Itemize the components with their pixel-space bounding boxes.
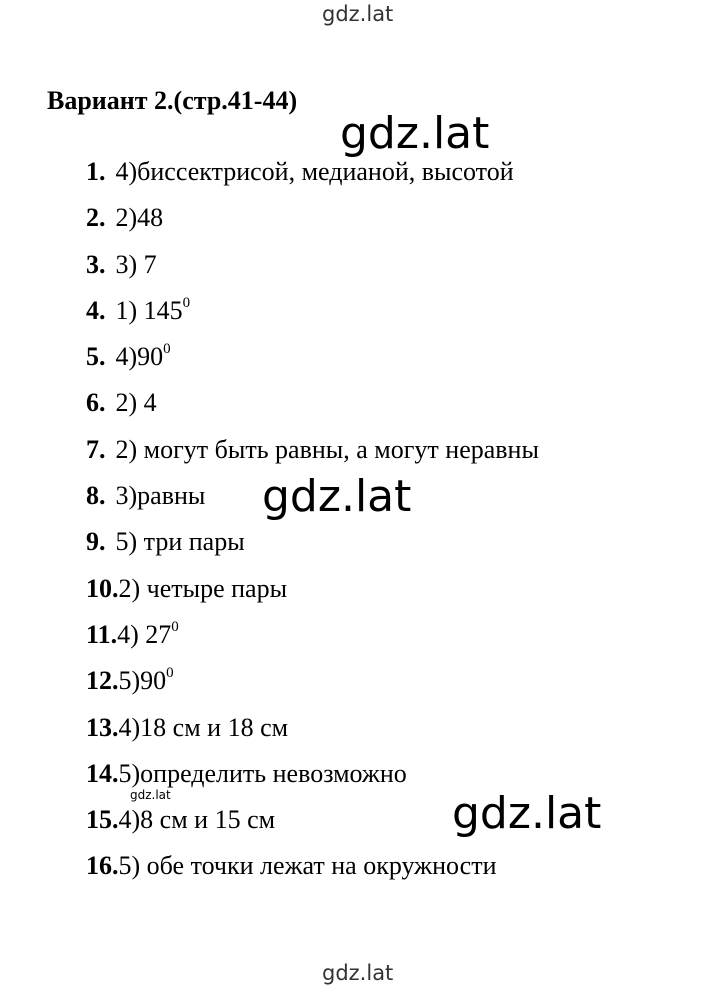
answer-item xyxy=(86,569,539,615)
answer-number: 6. xyxy=(86,388,106,418)
answer-text: 1) 145 xyxy=(115,295,183,325)
answer-number: 12. xyxy=(86,666,119,696)
answer-text: 2)48 xyxy=(115,203,164,233)
answer-number: 9. xyxy=(86,527,106,557)
degree-superscript: 0 xyxy=(171,618,179,635)
answer-item xyxy=(86,615,539,661)
answer-item xyxy=(86,291,539,337)
answer-number: 13. xyxy=(86,712,119,742)
answer-text: 3) 7 xyxy=(115,249,157,279)
answer-number: 16. xyxy=(86,851,119,881)
answer-number: 10. xyxy=(86,573,119,603)
answer-item xyxy=(86,198,539,244)
answer-number: 8. xyxy=(86,481,106,511)
degree-superscript: 0 xyxy=(166,665,174,682)
answer-number: 11. xyxy=(86,619,118,649)
answer-number: 15. xyxy=(86,805,119,835)
answer-text: 4)8 см и 15 см xyxy=(118,805,276,835)
answer-text: 4)18 см и 18 см xyxy=(118,712,289,742)
answer-item xyxy=(86,846,539,892)
answer-text: 2) 4 xyxy=(115,388,157,418)
answer-text: 5) обе точки лежат на окружности xyxy=(118,851,497,881)
watermark-bottom: gdz.lat xyxy=(322,961,394,985)
answer-item xyxy=(86,245,539,291)
watermark-small: gdz.lat xyxy=(130,788,171,802)
answer-text: 5)определить невозможно xyxy=(118,758,407,788)
watermark-top: gdz.lat xyxy=(322,2,394,26)
answer-item xyxy=(86,708,539,754)
answer-item xyxy=(86,383,539,429)
answer-item xyxy=(86,522,539,568)
degree-superscript: 0 xyxy=(182,294,191,311)
answer-number: 4. xyxy=(86,295,106,325)
answer-text: 4) 27 xyxy=(117,619,172,649)
answer-text: 2) могут быть равны, а могут неравны xyxy=(115,434,539,464)
watermark-large: gdz.lat xyxy=(262,471,412,522)
answer-list xyxy=(86,152,539,893)
watermark-large: gdz.lat xyxy=(340,108,490,159)
answer-item xyxy=(86,661,539,707)
answer-number: 2. xyxy=(86,203,106,233)
answer-item xyxy=(86,430,539,476)
answer-number: 3. xyxy=(86,249,106,279)
answer-text: 5)90 xyxy=(118,666,167,696)
answer-text: 3)равны xyxy=(115,481,206,511)
answer-number: 7. xyxy=(86,434,106,464)
answer-number: 5. xyxy=(86,342,106,372)
answer-number: 1. xyxy=(86,157,106,186)
degree-superscript: 0 xyxy=(163,341,171,358)
answer-text: 4)биссектрисой, медианой, высотой xyxy=(115,157,514,186)
answer-text: 5) три пары xyxy=(115,527,245,557)
answer-number: 14. xyxy=(86,758,119,788)
page-title: Вариант 2.(стр.41-44) xyxy=(47,86,298,115)
answer-text: 4)90 xyxy=(115,342,164,372)
answer-text: 2) четыре пары xyxy=(118,573,288,603)
watermark-large: gdz.lat xyxy=(452,788,602,839)
answer-item xyxy=(86,337,539,383)
